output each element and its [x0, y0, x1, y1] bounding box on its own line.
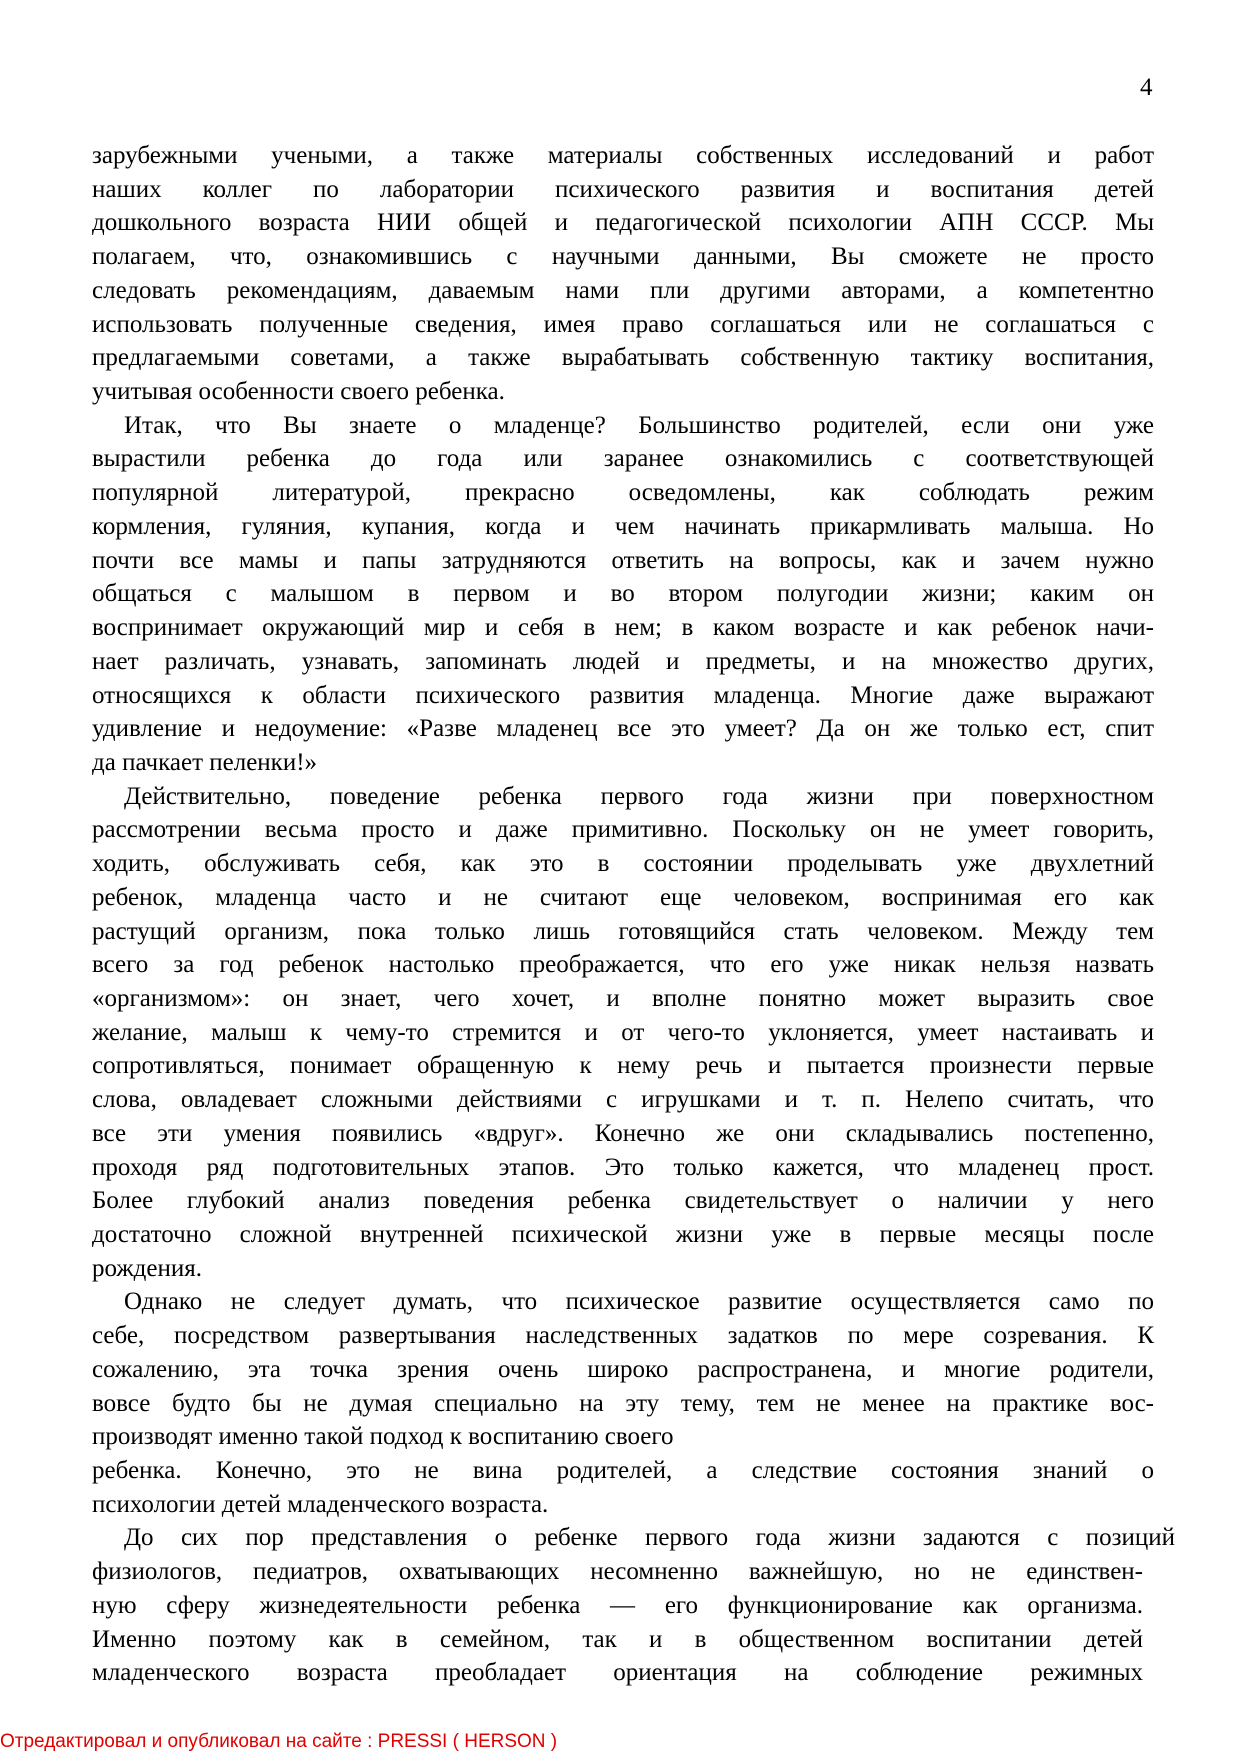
text-line: рассмотрении весьма просто и даже примитивно. Поскольку он не умеет говорить,	[92, 816, 1154, 844]
page-number: 4	[1140, 74, 1153, 101]
text-line: предлагаемыми советами, а также вырабатывать собственную тактику воспитания,	[92, 344, 1154, 372]
text-line: использовать полученные сведения, имея право соглашаться или не соглашаться с	[92, 310, 1154, 338]
text-line: ходить, обслуживать себя, как это в состоянии проделывать уже двухлетний	[92, 850, 1154, 878]
text-line: производят именно такой подход к воспитанию своего	[92, 1423, 674, 1451]
text-line: зарубежными учеными, а также материалы собственных исследований и работ	[92, 142, 1154, 169]
body-text	[92, 139, 1175, 1690]
text-line: себе, посредством развертывания наследственных задатков по мере созревания. К	[92, 1322, 1154, 1350]
text-line: наших коллег по лаборатории психического развития и воспитания детей	[92, 175, 1154, 203]
text-line: До сих пор представления о ребенке первого года жизни задаются с позиций	[124, 1524, 1175, 1552]
text-line: почти все мамы и папы затрудняются ответить на вопросы, как и зачем нужно	[92, 546, 1154, 574]
text-line: желание, малыш к чему-то стремится и от чего-то уклоняется, умеет настаивать и	[92, 1018, 1154, 1046]
text-line: Итак, что Вы знаете о младенце? Большинство родителей, если они уже	[124, 411, 1154, 439]
text-line: нает различать, узнавать, запоминать людей и предметы, и на множество других,	[92, 647, 1154, 675]
text-line: воспринимает окружающий мир и себя в нем; в каком возрасте и как ребенок начи-	[92, 614, 1154, 642]
text-line: вырастили ребенка до года или заранее ознакомились с соответствующей	[92, 445, 1154, 473]
text-line: вовсе будто бы не думая специально на эту тему, тем не менее на практике вос-	[92, 1389, 1154, 1417]
text-line: Действительно, поведение ребенка первого года жизни при поверхностном	[124, 782, 1154, 810]
text-line: психологии детей младенческого возраста.	[92, 1490, 549, 1518]
text-line: всего за год ребенок настолько преображается, что его уже никак нельзя назвать	[92, 951, 1154, 979]
text-line: Именно поэтому как в семейном, так и в общественном воспитании детей	[92, 1625, 1143, 1653]
text-line: следовать рекомендациям, даваемым нами пли другими авторами, а компетентно	[92, 276, 1154, 304]
text-line: да пачкает пеленки!»	[92, 748, 318, 776]
text-line: популярной литературой, прекрасно осведомлены, как соблюдать режим	[92, 479, 1154, 507]
text-line: ребенка. Конечно, это не вина родителей, а следствие состояния знаний о	[92, 1457, 1154, 1485]
text-line: относящихся к области психического развития младенца. Многие даже выражают	[92, 681, 1154, 709]
text-line: «организмом»: он знает, чего хочет, и вполне понятно может выразить свое	[92, 984, 1154, 1012]
text-line: сопротивляться, понимает обращенную к нему речь и пытается произнести первые	[92, 1052, 1154, 1080]
text-line: учитывая особенности своего ребенка.	[92, 378, 505, 406]
text-line: кормления, гуляния, купания, когда и чем начинать прикармливать малыша. Но	[92, 512, 1154, 540]
text-line: общаться с малышом в первом и во втором полугодии жизни; каким он	[92, 580, 1154, 608]
text-line: достаточно сложной внутренней психической жизни уже в первые месяцы после	[92, 1221, 1154, 1248]
text-line: удивление и недоумение: «Разве младенец все это умеет? Да он же только ест, спит	[92, 715, 1154, 743]
text-line: полагаем, что, ознакомившись с научными данными, Вы сможете не просто	[92, 243, 1154, 271]
text-line: Однако не следует думать, что психическое развитие осуществляется само по	[124, 1288, 1154, 1316]
text-line: Более глубокий анализ поведения ребенка свидетельствует о наличии у него	[92, 1187, 1154, 1215]
text-line: слова, овладевает сложными действиями с игрушками и т. п. Нелепо считать, что	[92, 1086, 1154, 1114]
text-line: рождения.	[92, 1254, 202, 1282]
text-line: проходя ряд подготовительных этапов. Это только кажется, что младенец прост.	[92, 1153, 1154, 1181]
text-line: физиологов, педиатров, охватывающих несомненно важнейшую, но не единствен-	[92, 1558, 1143, 1586]
text-line: дошкольного возраста НИИ общей и педагогической психологии АПН СССР. Мы	[92, 209, 1154, 237]
text-line: растущий организм, пока только лишь готовящийся стать человеком. Между тем	[92, 917, 1154, 945]
text-line: все эти умения появились «вдруг». Конечно же они складывались постепенно,	[92, 1119, 1154, 1147]
text-line: ребенок, младенца часто и не считают еще человеком, воспринимая его как	[92, 883, 1154, 911]
text-line: сожалению, эта точка зрения очень широко распространена, и многие родители,	[92, 1355, 1154, 1383]
text-line: младенческого возраста преобладает ориентация на соблюдение режимных	[92, 1659, 1143, 1687]
text-line: ную сферу жизнедеятельности ребенка — его функционирование как организма.	[92, 1591, 1143, 1619]
publisher-footer: Отредактировал и опубликовал на сайте : PRESSI ( HERSON )	[0, 1731, 558, 1752]
